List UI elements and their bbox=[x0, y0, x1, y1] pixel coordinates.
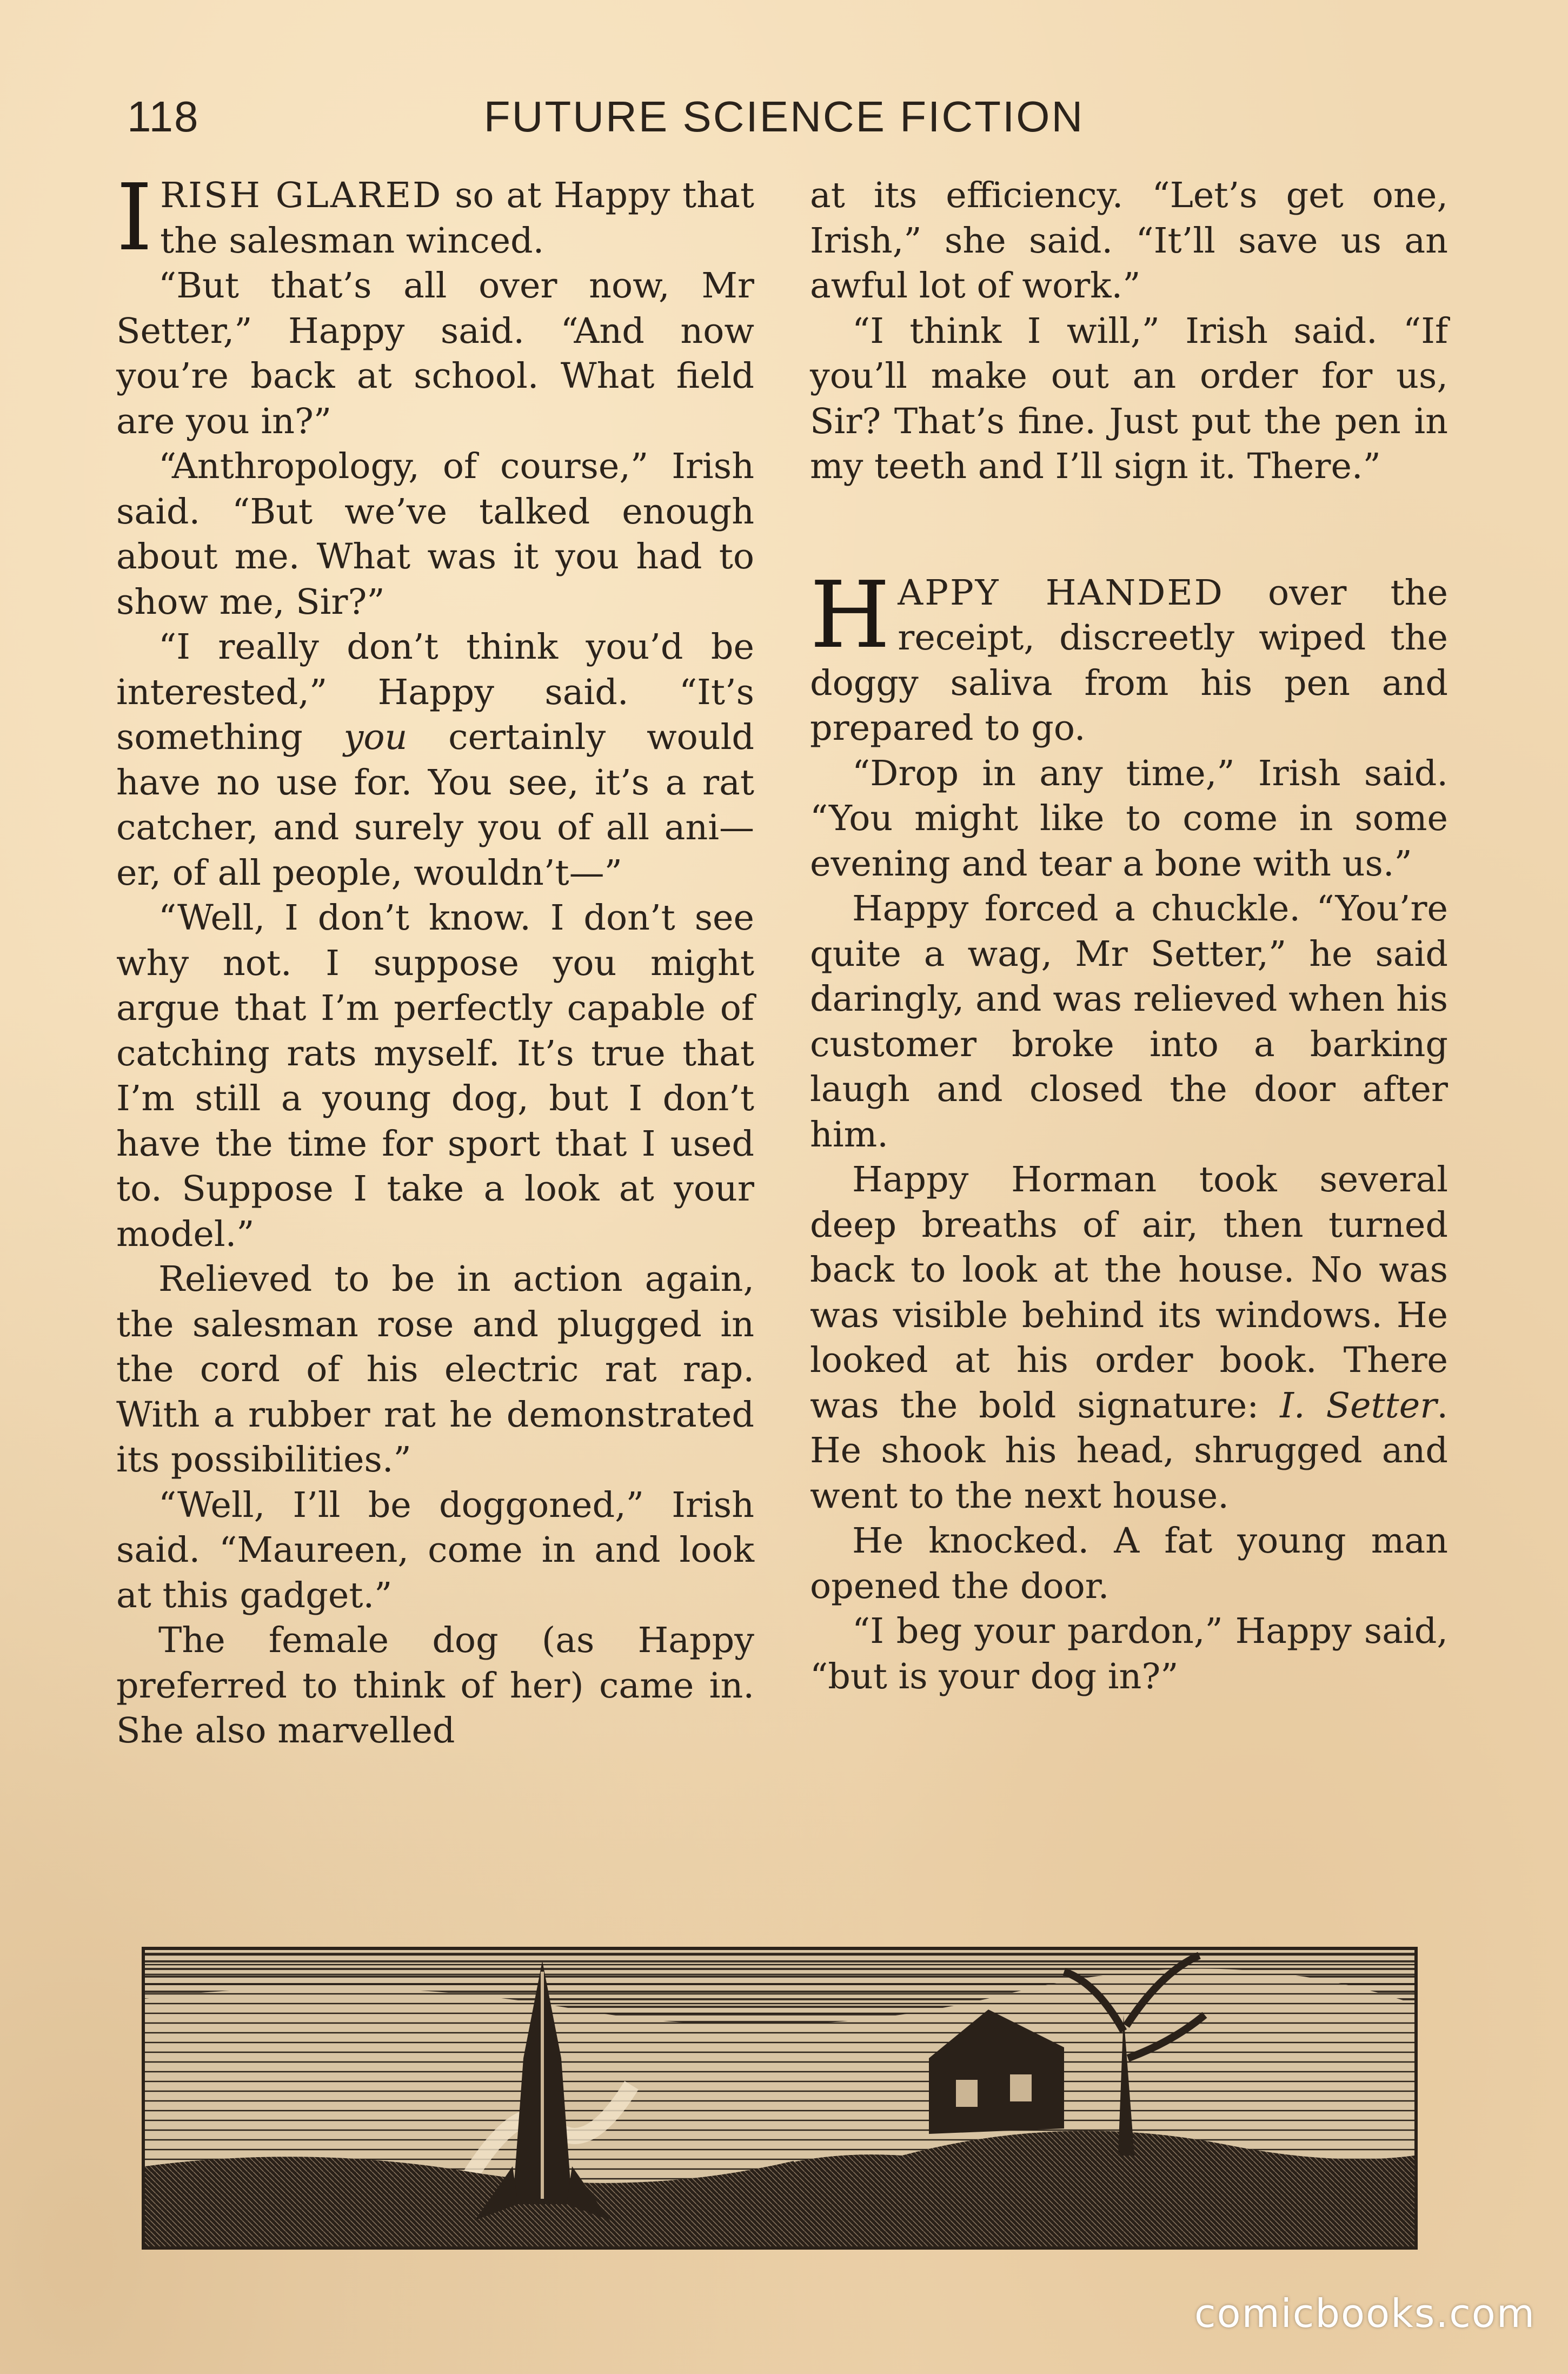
story-paragraph bbox=[810, 1157, 1448, 1518]
paragraph-text: Happy Horman took several deep breaths of air, then turned back to look at the house. No was was visible behind its windows. He looked at his order book. There was the bold signature: bbox=[810, 1159, 1448, 1426]
paragraph-text: . He shook his head, shrugged and went to the next house. bbox=[810, 1385, 1448, 1516]
left-column bbox=[116, 164, 754, 1754]
drop-cap: I bbox=[116, 164, 153, 271]
paragraph-text: certainly would have no use for. You see, it’s a rat catcher, and surely you of all ani—er, of all people, wouldn’t—” bbox=[116, 717, 754, 893]
story-paragraph bbox=[116, 164, 754, 271]
paragraph-text: “I really don’t think you’d be interested,” Happy said. “It’s something bbox=[116, 627, 754, 758]
story-paragraph: The female dog (as Happy preferred to think of her) came in. She also marvelled bbox=[116, 1620, 754, 1751]
story-paragraph: “Drop in any time,” Irish said. “You might like to come in some evening and tear a bone with us.” bbox=[810, 753, 1448, 884]
story-paragraph: “I think I will,” Irish said. “If you’ll make out an order for us, Sir? That’s fine. Just put the pen in my teeth and I’ll sign it. There.” bbox=[810, 310, 1448, 487]
story-paragraph: “Anthropology, of course,” Irish said. “But we’ve talked enough about me. What was it you had to show me, Sir?” bbox=[116, 446, 754, 622]
right-column bbox=[810, 173, 1448, 1699]
story-paragraph: “I beg your pardon,” Happy said, “but is your dog in?” bbox=[810, 1611, 1448, 1697]
opening-caps: RISH GLARED bbox=[160, 175, 443, 216]
drop-cap: H bbox=[810, 561, 891, 669]
story-paragraph: He knocked. A fat young man opened the door. bbox=[810, 1521, 1448, 1607]
paragraph-text: over the receipt, discreetly wiped the doggy saliva from his pen and prepared to go. bbox=[810, 572, 1448, 748]
story-paragraph: Happy forced a chuckle. “You’re quite a wag, Mr Setter,” he said daringly, and was relieved when his customer broke into a barking laugh and closed the door after him. bbox=[810, 888, 1448, 1155]
page-number: 118 bbox=[127, 92, 200, 141]
opening-caps: APPY HANDED bbox=[898, 572, 1224, 613]
story-paragraph: “But that’s all over now, Mr Setter,” Happy said. “And now you’re back at school. What field are you in?” bbox=[116, 266, 754, 442]
watermark: comicbooks.com bbox=[1194, 2291, 1536, 2336]
running-title: FUTURE SCIENCE FICTION bbox=[483, 92, 1085, 141]
rocket-house-engraving bbox=[145, 1950, 1414, 2246]
paragraph-text: so at Happy that the salesman winced. bbox=[160, 175, 754, 261]
page-header bbox=[116, 81, 1452, 157]
emphasis-text: you bbox=[343, 717, 408, 758]
woodcut-illustration bbox=[142, 1947, 1418, 2250]
story-paragraph bbox=[810, 561, 1448, 751]
story-paragraph: “Well, I’ll be doggoned,” Irish said. “Maureen, come in and look at this gadget.” bbox=[116, 1484, 754, 1616]
story-paragraph bbox=[116, 625, 754, 896]
story-paragraph: at its efficiency. “Let’s get one, Irish,” she said. “It’ll save us an awful lot of work.” bbox=[810, 175, 1448, 306]
emphasis-text: I. Setter bbox=[1280, 1385, 1437, 1426]
story-paragraph: “Well, I don’t know. I don’t see why not. I suppose you might argue that I’m perfectly capable of catching rats myself. It’s true that I’m still a young dog, but I don’t have the time for sport that I used to. Suppose I take a look at your model.” bbox=[116, 898, 754, 1255]
story-paragraph: Relieved to be in action again, the salesman rose and plugged in the cord of his electric rat rap. With a rubber rat he demonstrated its possibilities.” bbox=[116, 1259, 754, 1480]
